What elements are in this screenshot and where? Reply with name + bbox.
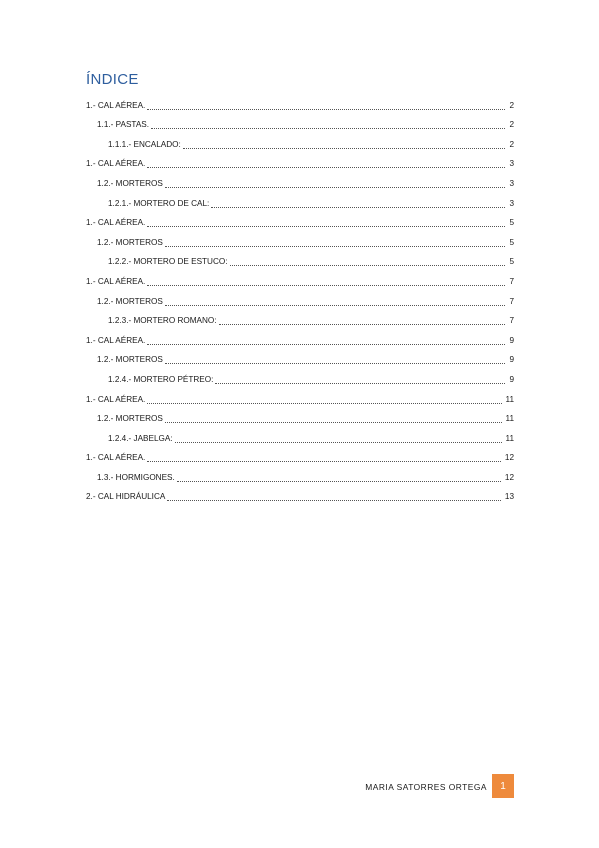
toc-dot-leader bbox=[165, 297, 506, 306]
toc-entry[interactable] bbox=[86, 228, 514, 248]
toc-entry-page: 3 bbox=[509, 159, 514, 169]
toc-entry[interactable] bbox=[86, 346, 514, 366]
toc-entry[interactable] bbox=[86, 405, 514, 425]
toc-dot-leader bbox=[215, 375, 505, 384]
toc-entry[interactable] bbox=[86, 91, 514, 111]
page-number-badge bbox=[492, 774, 514, 798]
toc-entry-label: 1.2.4.- JABELGA: bbox=[108, 433, 173, 443]
toc-entry-label: 1.2.- MORTEROS bbox=[97, 178, 163, 188]
toc-entry[interactable] bbox=[86, 365, 514, 385]
toc-dot-leader bbox=[147, 218, 505, 227]
toc-dot-leader bbox=[175, 434, 502, 443]
toc-entry-label: 1.2.3.- MORTERO ROMANO: bbox=[108, 316, 217, 326]
toc-entry-page: 9 bbox=[509, 374, 514, 384]
toc-entry-label: 1.- CAL AÉREA. bbox=[86, 100, 146, 110]
toc-entry-page: 5 bbox=[509, 257, 514, 267]
page-number: 1 bbox=[500, 780, 506, 792]
toc-entry[interactable] bbox=[86, 130, 514, 150]
toc-entry-page: 12 bbox=[504, 472, 514, 482]
toc-dot-leader bbox=[151, 120, 505, 129]
toc-entry-label: 1.2.- MORTEROS bbox=[97, 414, 163, 424]
toc-dot-leader bbox=[167, 492, 501, 501]
toc-entry[interactable] bbox=[86, 483, 514, 503]
footer-author: MARIA SATORRES ORTEGA bbox=[365, 782, 487, 792]
toc-entry-page: 7 bbox=[509, 276, 514, 286]
toc-entry-page: 5 bbox=[509, 218, 514, 228]
toc-entry[interactable] bbox=[86, 248, 514, 268]
toc-entry-page: 12 bbox=[504, 453, 514, 463]
toc-entry-label: 1.2.- MORTEROS bbox=[97, 355, 163, 365]
toc-entry-page: 11 bbox=[505, 433, 514, 443]
toc-entry-page: 2 bbox=[509, 100, 514, 110]
toc-dot-leader bbox=[147, 159, 505, 168]
toc-entry-label: 1.- CAL AÉREA. bbox=[86, 159, 146, 169]
toc-entry-label: 1.- CAL AÉREA. bbox=[86, 453, 146, 463]
toc-dot-leader bbox=[219, 316, 506, 325]
toc-dot-leader bbox=[165, 179, 506, 188]
toc-dot-leader bbox=[211, 199, 505, 208]
toc-entry-label: 1.- CAL AÉREA. bbox=[86, 335, 146, 345]
toc-entry[interactable] bbox=[86, 444, 514, 464]
toc-dot-leader bbox=[165, 355, 506, 364]
toc-entry-label: 1.2.2.- MORTERO DE ESTUCO: bbox=[108, 257, 228, 267]
toc-entry-label: 1.2.- MORTEROS bbox=[97, 237, 163, 247]
toc-entry-label: 1.2.1.- MORTERO DE CAL: bbox=[108, 198, 210, 208]
toc-entry-page: 7 bbox=[509, 296, 514, 306]
toc-entry[interactable] bbox=[86, 209, 514, 229]
toc-entry[interactable] bbox=[86, 267, 514, 287]
toc-dot-leader bbox=[230, 257, 506, 266]
toc-entry[interactable] bbox=[86, 307, 514, 327]
toc-entry-label: 1.2.4.- MORTERO PÉTREO: bbox=[108, 374, 214, 384]
toc-entry[interactable] bbox=[86, 385, 514, 405]
toc-entry-label: 1.1.- PASTAS. bbox=[97, 120, 150, 130]
toc-entry[interactable] bbox=[86, 169, 514, 189]
toc-dot-leader bbox=[147, 453, 501, 462]
toc-entry-page: 7 bbox=[509, 316, 514, 326]
toc-entry-page: 9 bbox=[509, 355, 514, 365]
toc-dot-leader bbox=[183, 140, 506, 149]
toc-entry-label: 1.3.- HORMIGONES. bbox=[97, 472, 175, 482]
toc-dot-leader bbox=[147, 101, 505, 110]
toc-entry-page: 11 bbox=[505, 414, 514, 424]
index-title: ÍNDICE bbox=[86, 71, 139, 88]
toc-entry[interactable] bbox=[86, 287, 514, 307]
toc-entry-page: 5 bbox=[509, 237, 514, 247]
toc-entry-page: 13 bbox=[504, 492, 514, 502]
toc-entry[interactable] bbox=[86, 463, 514, 483]
toc-dot-leader bbox=[147, 395, 501, 404]
toc-dot-leader bbox=[177, 473, 501, 482]
toc-entry-page: 3 bbox=[509, 198, 514, 208]
toc-entry[interactable] bbox=[86, 189, 514, 209]
toc-entry[interactable] bbox=[86, 424, 514, 444]
toc-entry-page: 11 bbox=[505, 394, 514, 404]
toc-entry-label: 1.1.1.- ENCALADO: bbox=[108, 139, 181, 149]
toc-entry-label: 2.- CAL HIDRÁULICA bbox=[86, 492, 166, 502]
toc-entry-label: 1.- CAL AÉREA. bbox=[86, 394, 146, 404]
toc-dot-leader bbox=[147, 336, 505, 345]
toc-entry-label: 1.- CAL AÉREA. bbox=[86, 218, 146, 228]
toc-dot-leader bbox=[147, 277, 505, 286]
toc-entry-page: 9 bbox=[509, 335, 514, 345]
table-of-contents bbox=[86, 91, 514, 502]
toc-entry-page: 3 bbox=[509, 178, 514, 188]
toc-entry-label: 1.- CAL AÉREA. bbox=[86, 276, 146, 286]
toc-entry[interactable] bbox=[86, 111, 514, 131]
toc-entry[interactable] bbox=[86, 150, 514, 170]
toc-dot-leader bbox=[165, 414, 502, 423]
toc-entry-label: 1.2.- MORTEROS bbox=[97, 296, 163, 306]
toc-entry-page: 2 bbox=[509, 120, 514, 130]
toc-dot-leader bbox=[165, 238, 506, 247]
toc-entry-page: 2 bbox=[509, 139, 514, 149]
toc-entry[interactable] bbox=[86, 326, 514, 346]
